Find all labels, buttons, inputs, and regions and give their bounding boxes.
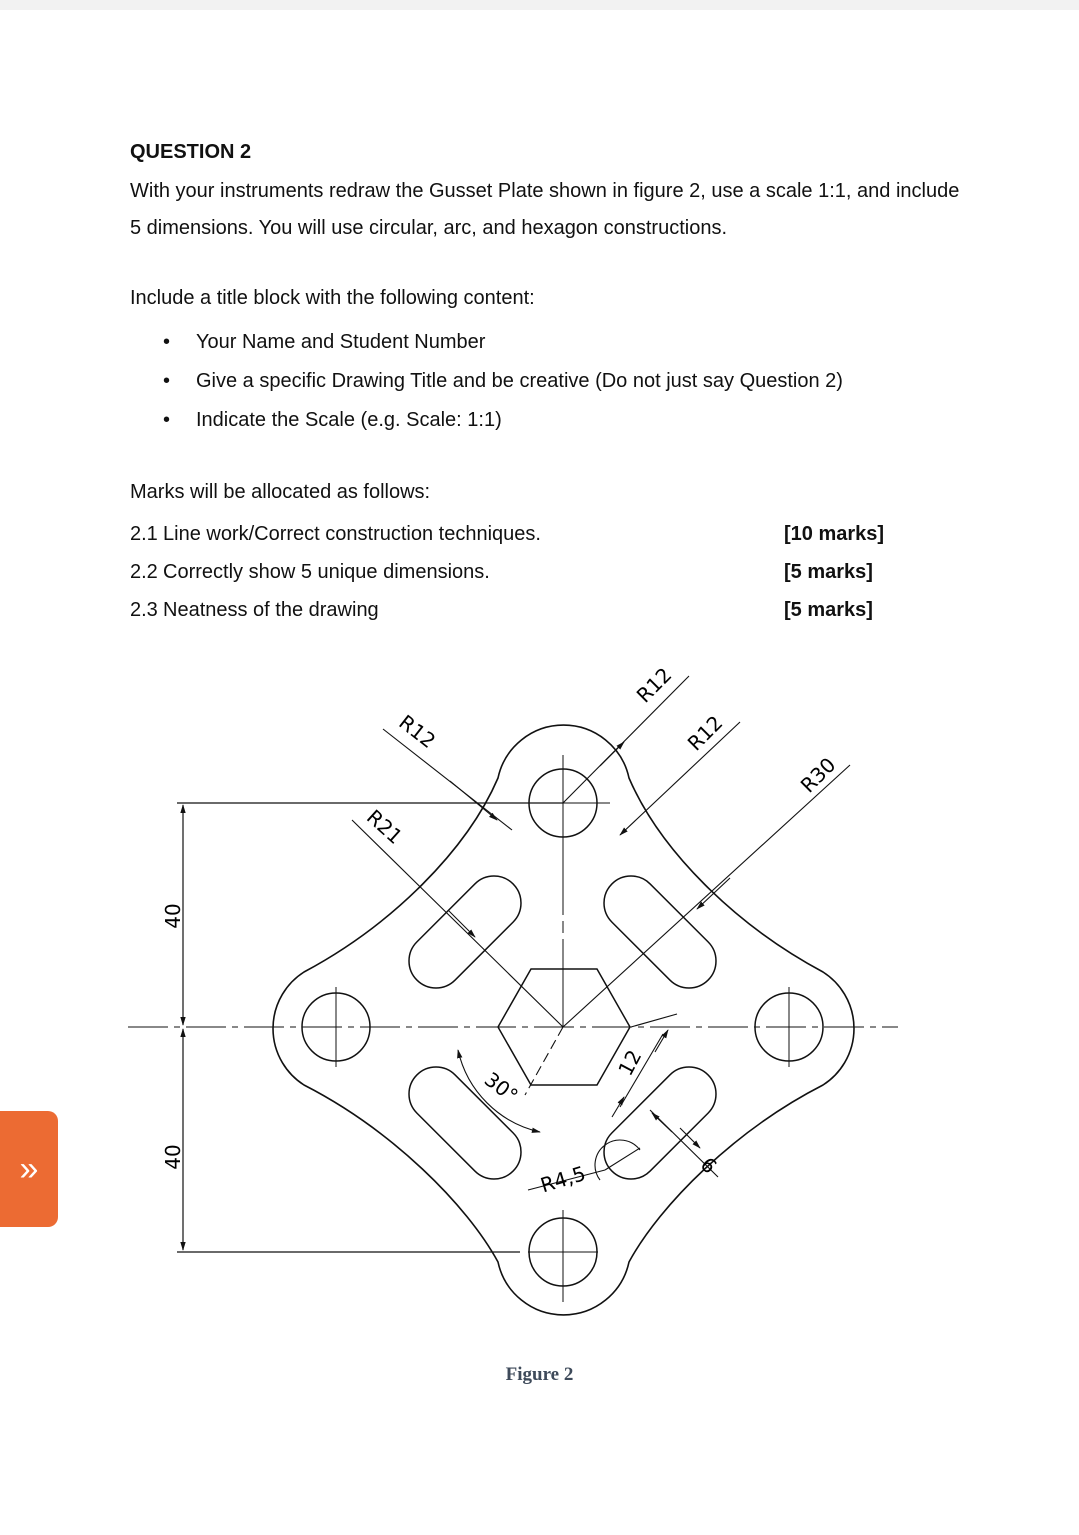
dim-r21: R21 (362, 804, 408, 849)
marks-row-number: 2.2 (130, 561, 158, 583)
top-bar (0, 0, 1079, 10)
title-block-list (130, 323, 843, 440)
figure-caption: Figure 2 (505, 1364, 574, 1385)
marks-row-description: Neatness of the drawing (163, 599, 379, 621)
center-lines (128, 752, 898, 1302)
title-block-intro: Include a title block with the following content: (130, 287, 535, 309)
dim-r4-5: R4,5 (537, 1161, 589, 1198)
dim-40-bottom: 40 (161, 1144, 185, 1170)
double-chevron-right-icon: » (19, 1149, 39, 1188)
list-item: • Your Name and Student Number (130, 323, 843, 362)
marks-table (130, 515, 910, 629)
list-item: • Indicate the Scale (e.g. Scale: 1:1) (130, 401, 843, 440)
gusset-plate-drawing (0, 650, 1079, 1360)
dim-r12-left: R12 (394, 709, 441, 754)
marks-row-number: 2.3 (130, 599, 158, 621)
marks-row-number: 2.1 (130, 523, 158, 545)
dim-9: 9 (696, 1151, 723, 1178)
question-title: QUESTION 2 (130, 141, 252, 163)
dim-r30: R30 (795, 752, 841, 798)
marks-row (130, 515, 910, 553)
marks-row (130, 553, 910, 591)
dim-40-top: 40 (161, 903, 185, 929)
marks-row-value: [5 marks] (784, 561, 873, 583)
marks-row-value: [5 marks] (784, 599, 873, 621)
marks-row-description: Line work/Correct construction techniques. (163, 523, 541, 545)
dim-12: 12 (613, 1045, 647, 1080)
marks-intro: Marks will be allocated as follows: (130, 481, 431, 503)
list-item: • Give a specific Drawing Title and be creative (Do not just say Question 2) (130, 362, 843, 401)
slot (593, 865, 727, 999)
marks-row-description: Correctly show 5 unique dimensions. (163, 561, 490, 583)
slot-end-arc (595, 1140, 640, 1180)
dim-r12-right: R12 (682, 710, 728, 756)
dim-r12-top: R12 (631, 662, 677, 708)
dim-30-degrees: 30° (479, 1067, 523, 1108)
marks-row (130, 591, 910, 629)
side-expand-tab[interactable] (0, 1111, 58, 1227)
marks-row-value: [10 marks] (784, 523, 885, 545)
question-body: With your instruments redraw the Gusset Plate shown in figure 2, use a scale 1:1, and include 5 dimensions. You will use circular, arc, and hexagon constructions. (130, 180, 960, 239)
slot (398, 1056, 532, 1190)
